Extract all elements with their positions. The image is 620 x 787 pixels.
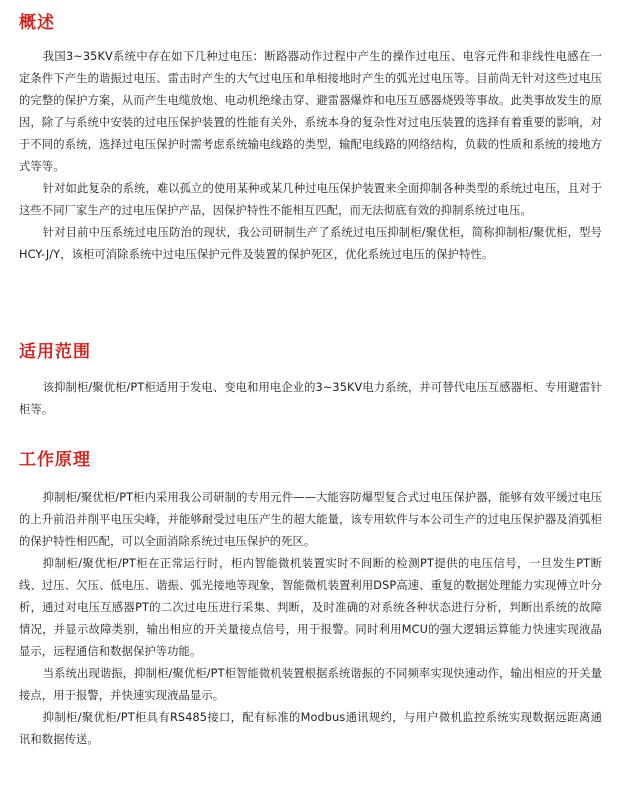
paragraph: 我国3~35KV系统中存在如下几种过电压：断路器动作过程中产生的操作过电压、电容元件和非线性电感在一定条件下产生的谐振过电压、雷击时产生的大气过电压和单相接地时产生的弧光过电压等。目前尚无针对这些过电压的完整的保护方案，从而产生电缆放炮、电动机绝缘击穿、避雷器爆炸和电压互感器烧毁等事故。此类事故发生的原因，除了与系统中安装的过电压保护装置的性能有关外，系统本身的复杂性对过电压装置的选择有着重要的影响，对于不同的系统，选择过电压保护时需考虑系统输电线路的类型，输配电线路的网络结构，负载的性质和系统的接地方式等等。 <box>19 50 602 173</box>
paragraph: 抑制柜/聚优柜/PT柜具有RS485接口，配有标准的Modbus通讯规约，与用户微机监控系统实现数据远距离通讯和数据传送。 <box>19 711 602 746</box>
paragraph: 针对目前中压系统过电压防治的现状，我公司研制生产了系统过电压抑制柜/聚优柜，简称抑制柜/聚优柜，型号HCY-J/Y，该柜可消除系统中过电压保护元件及装置的保护死区，优化系统过电压的保护特性。 <box>19 226 602 261</box>
section-title-overview: 概述 <box>19 13 55 33</box>
section-title-principle: 工作原理 <box>19 450 91 470</box>
paragraph: 抑制柜/聚优柜/PT柜在正常运行时，柜内智能微机装置实时不间断的检测PT提供的电压信号，一旦发生PT断线、过压、欠压、低电压、谐振、弧光接地等现象，智能微机装置利用DSP高速、重复的数据处理能力实现傅立叶分析，通过对电压互感器PT的二次过电压进行采集、判断，及时准确的对系统各种状态进行分析，判断出系统的故障情况，并显示故障类别，输出相应的开关量接点信号，用于报警。同时利用MCU的强大逻辑运算能力快速实现液晶显示，远程通信和数据保护等功能。 <box>19 557 602 658</box>
paragraph: 当系统出现谐振，抑制柜/聚优柜/PT柜智能微机装置根据系统谐振的不同频率实现快速动作，输出相应的开关量接点，用于报警，并快速实现液晶显示。 <box>19 667 602 702</box>
paragraph: 该抑制柜/聚优柜/PT柜适用于发电、变电和用电企业的3~35KV电力系统，并可替代电压互感器柜、专用避雷针柜等。 <box>19 381 602 416</box>
paragraph: 抑制柜/聚优柜/PT柜内采用我公司研制的专用元件——大能容防爆型复合式过电压保护器，能够有效平缓过电压的上升前沿并削平电压尖峰，并能够耐受过电压产生的超大能量，该专用软件与本公司生产的过电压保护器及消弧柜的保护特性相匹配，可以全面消除系统过电压保护的死区。 <box>19 491 602 548</box>
paragraph: 针对如此复杂的系统，难以孤立的使用某种或某几种过电压保护装置来全面抑制各种类型的系统过电压，且对于这些不同厂家生产的过电压保护产品，因保护特性不能相互匹配，而无法彻底有效的抑制系统过电压。 <box>19 182 602 217</box>
section-body-scope <box>19 377 602 421</box>
section-body-overview <box>19 46 602 266</box>
section-title-scope: 适用范围 <box>19 342 91 362</box>
section-body-principle <box>19 487 602 751</box>
